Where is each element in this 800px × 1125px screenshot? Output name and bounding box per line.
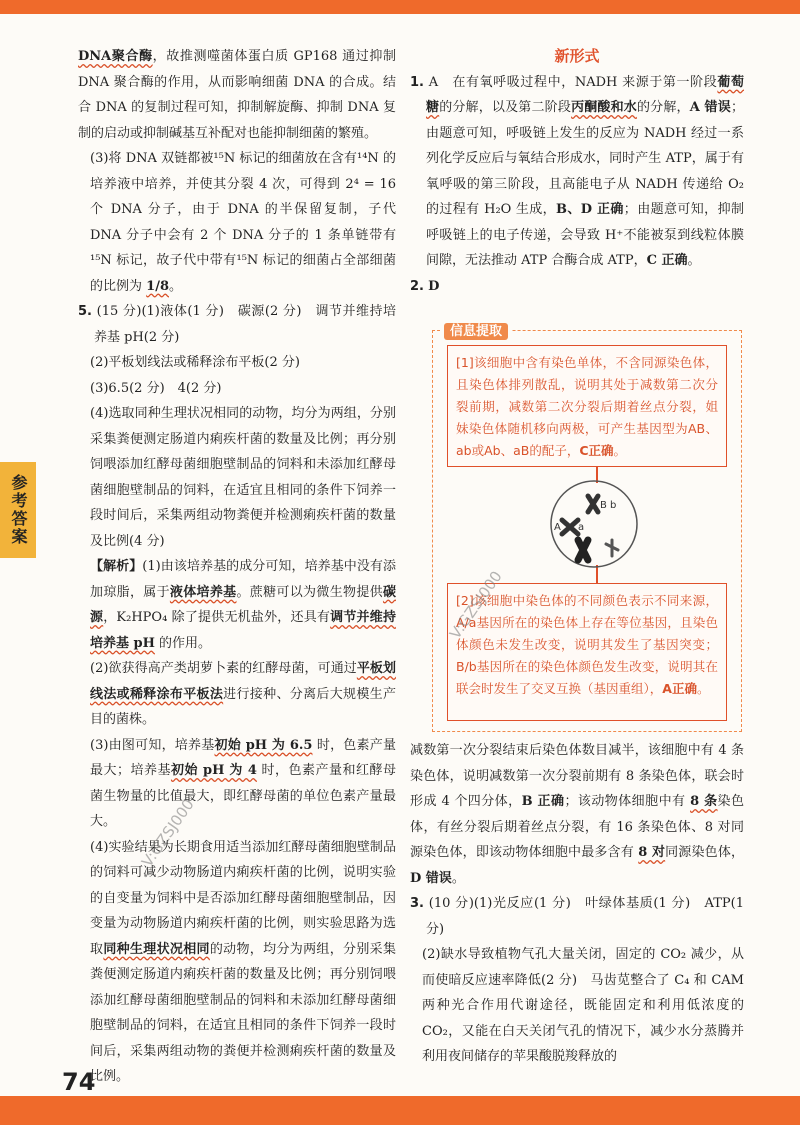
- question-2: 2. D: [410, 278, 440, 294]
- watermark: V:GZSJ000: [446, 567, 506, 643]
- left-column: [78, 44, 396, 1090]
- gene-a-label: A: [554, 522, 561, 533]
- question-3: 3. (10 分)(1)光反应(1 分) 叶绿体基质(1 分) ATP(1 分): [410, 896, 744, 937]
- gene-la-label: a: [578, 522, 585, 533]
- info-box-2: [2]该细胞中染色体的不同颜色表示不同来源，A/a基因所在的染色体上存在等位基因，且染色体颜色未发生改变，说明其发生了基因突变；B/b基因所在的染色体颜色发生改变，说明其在联会时发生了交叉互换（基因重组），A正确。: [447, 583, 727, 721]
- analysis-2: (2)欲获得高产类胡萝卜素的红酵母菌，可通过平板划线法或稀释涂布平板法进行接种、分离后大规模生产目的菌株。: [90, 661, 396, 727]
- info-extraction-label: 信息提取: [440, 320, 512, 339]
- side-tab-answers: 参考答案: [0, 462, 36, 558]
- paragraph-n15-labeling: (3)将 DNA 双链都被¹⁵N 标记的细菌放在含有¹⁴N 的培养液中培养，并使其分裂 4 次，可得到 2⁴ = 16 个 DNA 分子，由于 DNA 的半保留复制，子代 DNA 分子中会有 2 个 DNA 分子的 1 条单链带有¹⁵N 标记，故子代中带有¹⁵N 标记的细菌占全部细菌的比例为 1/8。: [90, 151, 396, 294]
- q5-part2: (2)平板划线法或稀释涂布平板(2 分): [90, 355, 300, 370]
- watermark: V:GZSJ000: [138, 795, 198, 871]
- analysis-3: (3)由图可知，培养基初始 pH 为 6.5 时，色素产量最大；培养基初始 pH 为 4 时，色素产量和红酵母菌生物量的比值最大，即红酵母菌的单位色素产量最大。: [90, 737, 396, 829]
- chromosome-ab: [588, 496, 598, 512]
- chromosome-small: [606, 540, 618, 556]
- q3-part2: (2)缺水导致植物气孔大量关闭，固定的 CO₂ 减少，从而使暗反应速率降低(2 分) 马齿苋整合了 C₄ 和 CAM 两种光合作用代谢途径，既能固定和利用低浓度的 CO₂，又能在白天关闭气孔的情况下，减少水分蒸腾并利用夜间储存的苹果酸脱羧释放的: [422, 947, 744, 1064]
- bottom-accent-bar: [0, 1096, 800, 1125]
- paragraph-dna-polymerase: DNA聚合酶，故推测噬菌体蛋白质 GP168 通过抑制 DNA 聚合酶的作用，从而影响细菌 DNA 的合成。结合 DNA 的复制过程可知，抑制解旋酶、抑制 DNA 复制的启动或抑制碱基互补配对也能抑制细菌的繁殖。: [78, 49, 396, 141]
- analysis-4: (4)实验结果为长期食用适当添加红酵母菌细胞壁制品的饲料可减少动物肠道内痢疾杆菌的比例，说明实验的自变量为饲料中是否添加红酵母菌细胞壁制品，因变量为动物肠道内痢疾杆菌的比例，则实验思路为选取同种生理状况相同的动物，均分为两组，分别采集粪便测定肠道内痢疾杆菌的数量及比例；再分别饲喂添加红酵母菌细胞壁制品的饲料和未添加红酵母菌细胞壁制品的饲料，在适宜且相同的条件下饲养一段时间后，采集两组动物的粪便并检测痢疾杆菌的数量及比例。: [90, 839, 396, 1084]
- analysis-1: 【解析】(1)由该培养基的成分可知，培养基中没有添加琼脂，属于液体培养基。蔗糖可以为微生物提供碳源，K₂HPO₄ 除了提供无机盐外，还具有调节并维持培养基 pH 的作用。: [90, 559, 396, 651]
- top-accent-bar: [0, 0, 800, 14]
- section-title: 新形式: [554, 47, 600, 65]
- gene-b-label: B: [600, 500, 607, 511]
- question-5: 5. (15 分)(1)液体(1 分) 碳源(2 分) 调节并维持培养基 pH(2 分): [78, 304, 396, 345]
- cell-diagram: [548, 478, 640, 570]
- question-1: 1. A 在有氧呼吸过程中，NADH 来源于第一阶段葡萄糖的分解，以及第二阶段丙酮酸和水的分解，A 错误；由题意可知，呼吸链上发生的反应为 NADH 经过一系列化学反应后与氧结合形成水，同时产生 ATP，属于有氧呼吸的第三阶段，且高能电子从 NADH 传递给 O₂ 的过程有 H₂O 生成，B、D 正确；由题意可知，抑制呼吸链上的电子传递，会导致 H⁺不能被泵到线粒体膜间隙，无法推动 ATP 合酶合成 ATP，C 正确。: [410, 74, 744, 268]
- right-column-continued: [410, 738, 744, 1070]
- chromosome-aa: [562, 520, 578, 534]
- q5-part3: (3)6.5(2 分) 4(2 分): [90, 380, 222, 396]
- page-number: 74: [62, 1068, 96, 1096]
- info-box-1: [1]该细胞中含有染色单体，不含同源染色体，且染色体排列散乱，说明其处于减数第二次分裂前期，减数第二次分裂后期着丝点分裂，姐妹染色体随机移向两极，可产生基因型为AB、ab或Ab、aB的配子，C正确。: [447, 345, 727, 467]
- meiosis-analysis: 减数第一次分裂结束后染色体数目减半，该细胞中有 4 条染色体，说明减数第一次分裂前期有 8 条染色体，联会时形成 4 个四分体，B 正确；该动物体细胞中有 8 条染色体，有丝分裂后期着丝点分裂，有 16 条染色体、8 对同源染色体，即该动物体细胞中最多含有 8 对同源染色体，D 错误。: [410, 743, 744, 886]
- chromosome-large: [578, 540, 588, 560]
- gene-lb-label: b: [610, 500, 617, 511]
- right-column: [410, 44, 744, 299]
- q5-part4: (4)选取同种生理状况相同的动物，均分为两组，分别采集粪便测定肠道内痢疾杆菌的数量及比例；再分别饲喂添加红酵母菌细胞壁制品的饲料和未添加红酵母菌细胞壁制品的饲料，在适宜且相同的条件下饲养一段时间后，采集两组动物粪便并检测痢疾杆菌的数量及比例(4 分): [90, 406, 396, 549]
